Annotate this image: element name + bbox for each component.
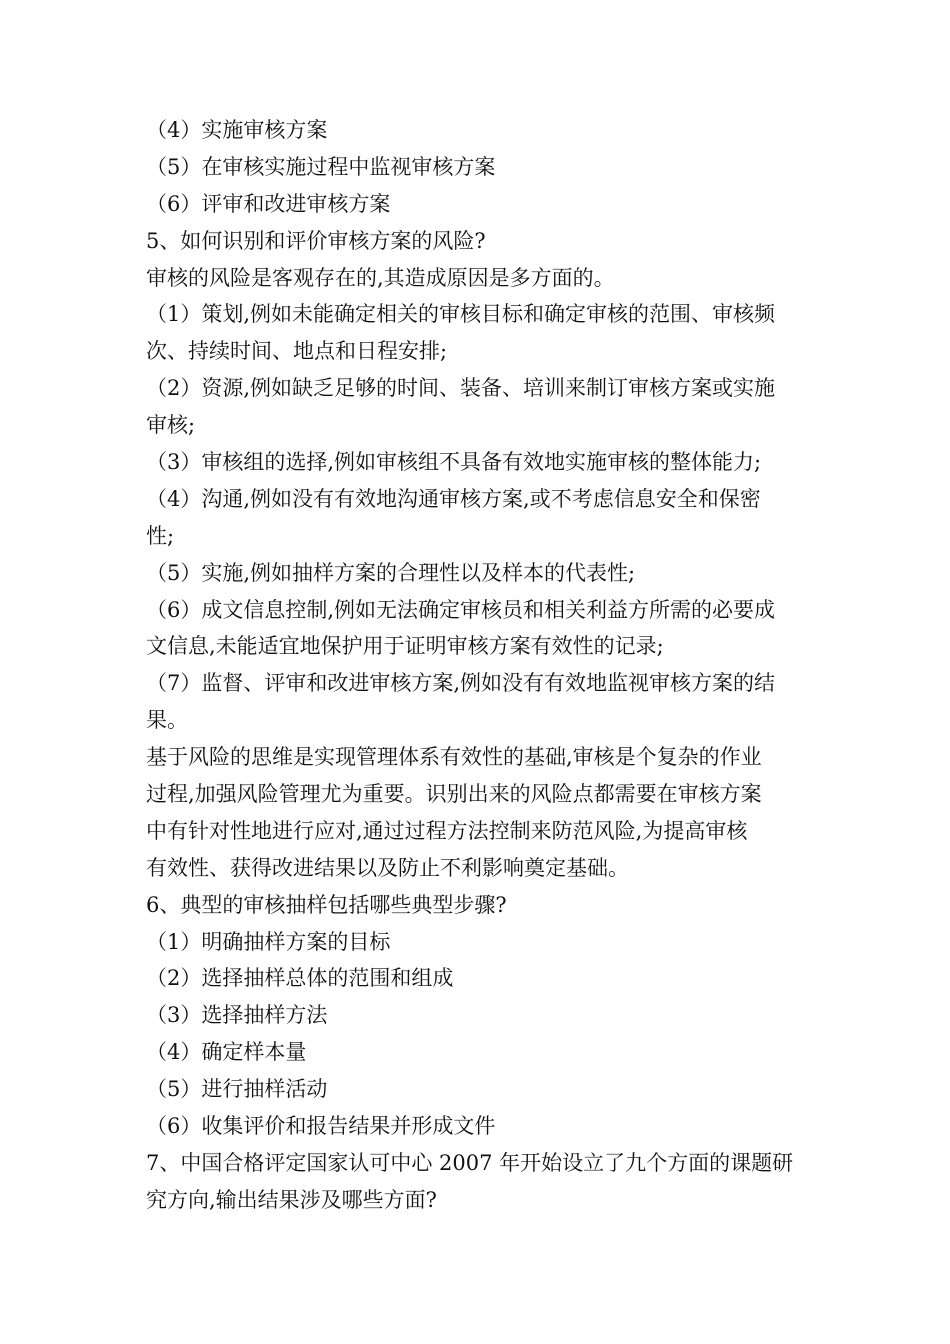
list-item: （4）实施审核方案 <box>146 118 328 142</box>
list-item: （3）审核组的选择,例如审核组不具备有效地实施审核的整体能力; <box>146 450 762 475</box>
paragraph-line: 中有针对性地进行应对,通过过程方法控制来防范风险,为提高审核 <box>146 818 748 843</box>
list-item: （4）确定样本量 <box>146 1040 307 1065</box>
list-item: （6）收集评价和报告结果并形成文件 <box>146 1114 496 1139</box>
list-item: （2）选择抽样总体的范围和组成 <box>146 966 454 991</box>
list-item: （7）监督、评审和改进审核方案,例如没有有效地监视审核方案的结 <box>146 671 776 696</box>
paragraph-line: 审核的风险是客观存在的,其造成原因是多方面的。 <box>146 265 615 290</box>
list-item-continuation: 果。 <box>146 708 188 733</box>
list-item: （1）策划,例如未能确定相关的审核目标和确定审核的范围、审核频 <box>146 302 776 327</box>
question-heading: 5、如何识别和评价审核方案的风险? <box>146 228 486 253</box>
list-item: （2）资源,例如缺乏足够的时间、装备、培训来制订审核方案或实施 <box>146 376 776 401</box>
paragraph-line: 过程,加强风险管理尤为重要。识别出来的风险点都需要在审核方案 <box>146 782 762 807</box>
list-item-continuation: 审核; <box>146 413 196 438</box>
list-item: （6）评审和改进审核方案 <box>146 191 391 216</box>
list-item: （5）进行抽样活动 <box>146 1077 328 1102</box>
paragraph-line: 基于风险的思维是实现管理体系有效性的基础,审核是个复杂的作业 <box>146 745 762 770</box>
list-item: （6）成文信息控制,例如无法确定审核员和相关利益方所需的必要成 <box>146 597 776 622</box>
list-item-continuation: 次、持续时间、地点和日程安排; <box>146 339 448 364</box>
list-item: （5）实施,例如抽样方案的合理性以及样本的代表性; <box>146 560 636 585</box>
list-item: （1）明确抽样方案的目标 <box>146 929 391 954</box>
list-item-continuation: 文信息,未能适宜地保护用于证明审核方案有效性的记录; <box>146 634 664 659</box>
question-heading-continuation: 究方向,输出结果涉及哪些方面? <box>146 1187 437 1212</box>
list-item-continuation: 性; <box>146 523 175 548</box>
paragraph-line: 有效性、获得改进结果以及防止不利影响奠定基础。 <box>146 855 629 880</box>
list-item: （4）沟通,例如没有有效地沟通审核方案,或不考虑信息安全和保密 <box>146 486 761 511</box>
list-item: （3）选择抽样方法 <box>146 1003 328 1028</box>
document-body <box>146 112 811 1219</box>
question-heading: 6、典型的审核抽样包括哪些典型步骤? <box>146 892 507 917</box>
question-heading: 7、中国合格评定国家认可中心 2007 年开始设立了九个方面的课题研 <box>146 1150 794 1175</box>
list-item: （5）在审核实施过程中监视审核方案 <box>146 154 496 179</box>
